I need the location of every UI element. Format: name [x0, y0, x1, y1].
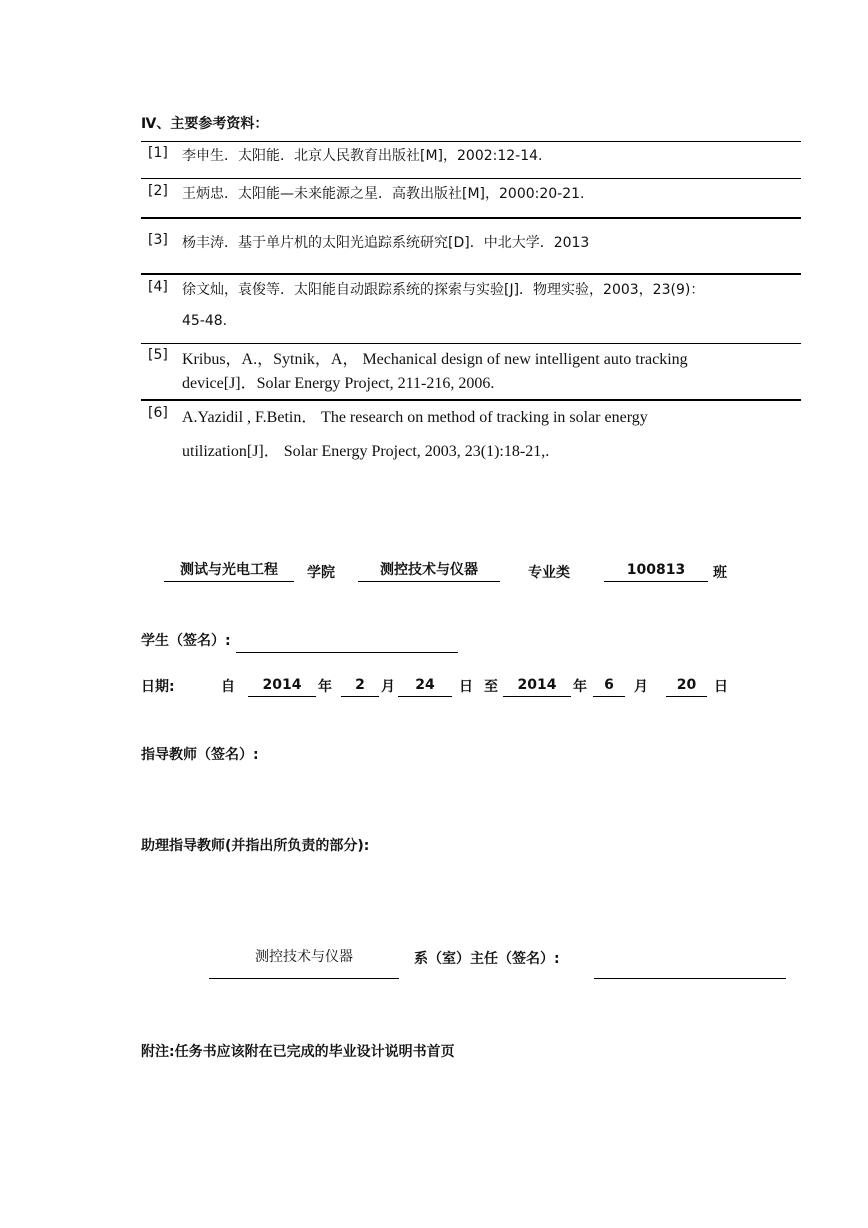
department-head-signature-line [594, 947, 786, 979]
day-label: 日 [459, 679, 473, 695]
start-year-field: 2014 [248, 674, 316, 697]
year-label: 年 [573, 679, 587, 695]
student-signature-label: 学生（签名）: [141, 633, 231, 649]
date-from-label: 自 [221, 679, 235, 695]
month-label: 月 [634, 679, 648, 695]
advisor-signature-label: 指导教师（签名）: [141, 747, 259, 763]
school-field: 测试与光电工程 [164, 559, 294, 582]
major-label: 专业类 [528, 565, 570, 581]
ref-divider [141, 399, 801, 401]
department-field: 测控技术与仪器 [209, 947, 399, 979]
ref-text: 杨丰涛．基于单片机的太阳光追踪系统研究[D]．中北大学．2013 [182, 235, 590, 251]
ref-text-line2: device[J]．Solar Energy Project, 211-216, 2006. [182, 375, 495, 392]
major-field: 测控技术与仪器 [358, 559, 500, 582]
end-month-field: 6 [593, 674, 625, 697]
class-number-field: 100813 [604, 559, 708, 582]
ref-number: [1] [148, 145, 168, 161]
ref-text-line2: utilization[J]． Solar Energy Project, 2003, 23(1):18-21,. [182, 443, 550, 460]
ref-text: 李申生．太阳能．北京人民教育出版社[M]，2002:12-14. [182, 148, 543, 164]
end-year-field: 2014 [503, 674, 571, 697]
date-label: 日期: [141, 679, 175, 695]
ref-divider [141, 141, 801, 142]
year-label: 年 [318, 679, 332, 695]
ref-number: [4] [148, 279, 168, 295]
department-head-label: 系（室）主任（签名）: [414, 951, 560, 967]
ref-number: [6] [148, 405, 168, 421]
footnote: 附注:任务书应该附在已完成的毕业设计说明书首页 [141, 1044, 455, 1060]
ref-number: [3] [148, 232, 168, 248]
assistant-advisor-label: 助理指导教师(并指出所负责的部分): [141, 838, 370, 854]
ref-text-line1: Kribus，A.，Sytnik，A， Mechanical design of new intelligent auto tracking [182, 351, 688, 368]
ref-number: [5] [148, 347, 168, 363]
start-month-field: 2 [341, 674, 379, 697]
day-label: 日 [714, 679, 728, 695]
start-day-field: 24 [398, 674, 452, 697]
ref-divider [141, 178, 801, 179]
ref-text: 王炳忠．太阳能—未来能源之星．高教出版社[M]，2000:20-21. [182, 186, 585, 202]
month-label: 月 [381, 679, 395, 695]
ref-divider [141, 273, 801, 275]
ref-divider [141, 343, 801, 344]
date-to-label: 至 [484, 679, 498, 695]
ref-text-line1: 徐文灿，袁俊等．太阳能自动跟踪系统的探索与实验[J]．物理实验，2003，23(9)： [182, 282, 705, 298]
end-day-field: 20 [666, 674, 707, 697]
student-signature-line [236, 630, 458, 653]
ref-divider [141, 217, 801, 219]
ref-number: [2] [148, 183, 168, 199]
ref-text-line1: A.Yazidil , F.Betin． The research on method of tracking in solar energy [182, 409, 648, 426]
ref-text-line2: 45-48. [182, 313, 228, 329]
references-heading: Ⅳ、主要参考资料： [141, 116, 269, 132]
school-label: 学院 [307, 565, 335, 581]
class-label: 班 [713, 565, 727, 581]
